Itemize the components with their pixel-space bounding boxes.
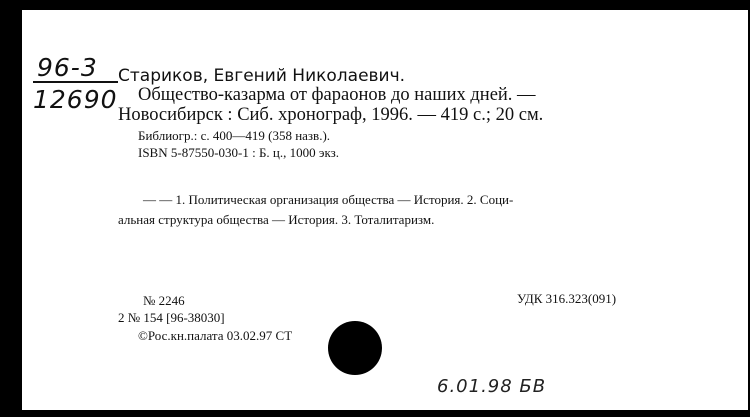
book-chamber-stamp: ©Рос.кн.палата 03.02.97 СТ <box>138 328 293 343</box>
udk-code: УДК 316.323(091) <box>517 291 617 306</box>
shelfmark <box>33 55 118 112</box>
subjects-line-2: альная структура общества — История. 3. Тоталитаризм. <box>118 212 435 227</box>
record-number: № 2246 <box>143 293 185 308</box>
bibliography-note: Библиогр.: с. 400—419 (358 назв.). <box>138 128 331 143</box>
isbn-line: ISBN 5-87550-030-1 : Б. ц., 1000 экз. <box>138 145 339 160</box>
title-line-2: Новосибирск : Сиб. хронограф, 1996. — 419 с.; 20 см. <box>118 105 544 125</box>
punch-hole <box>328 321 382 375</box>
subjects-line-1: — — 1. Политическая организация общества — История. 2. Соци- <box>143 192 514 207</box>
shelfmark-top: 96-3 <box>33 55 118 83</box>
handwritten-date: 6.01.98 БВ <box>437 376 547 397</box>
title-line-1: Общество-казарма от фараонов до наших дней. — <box>138 85 536 105</box>
shelfmark-bottom: 12690 <box>33 85 118 114</box>
registration-number: 2 № 154 [96-38030] <box>118 310 225 325</box>
author: Стариков, Евгений Николаевич. <box>118 66 406 86</box>
